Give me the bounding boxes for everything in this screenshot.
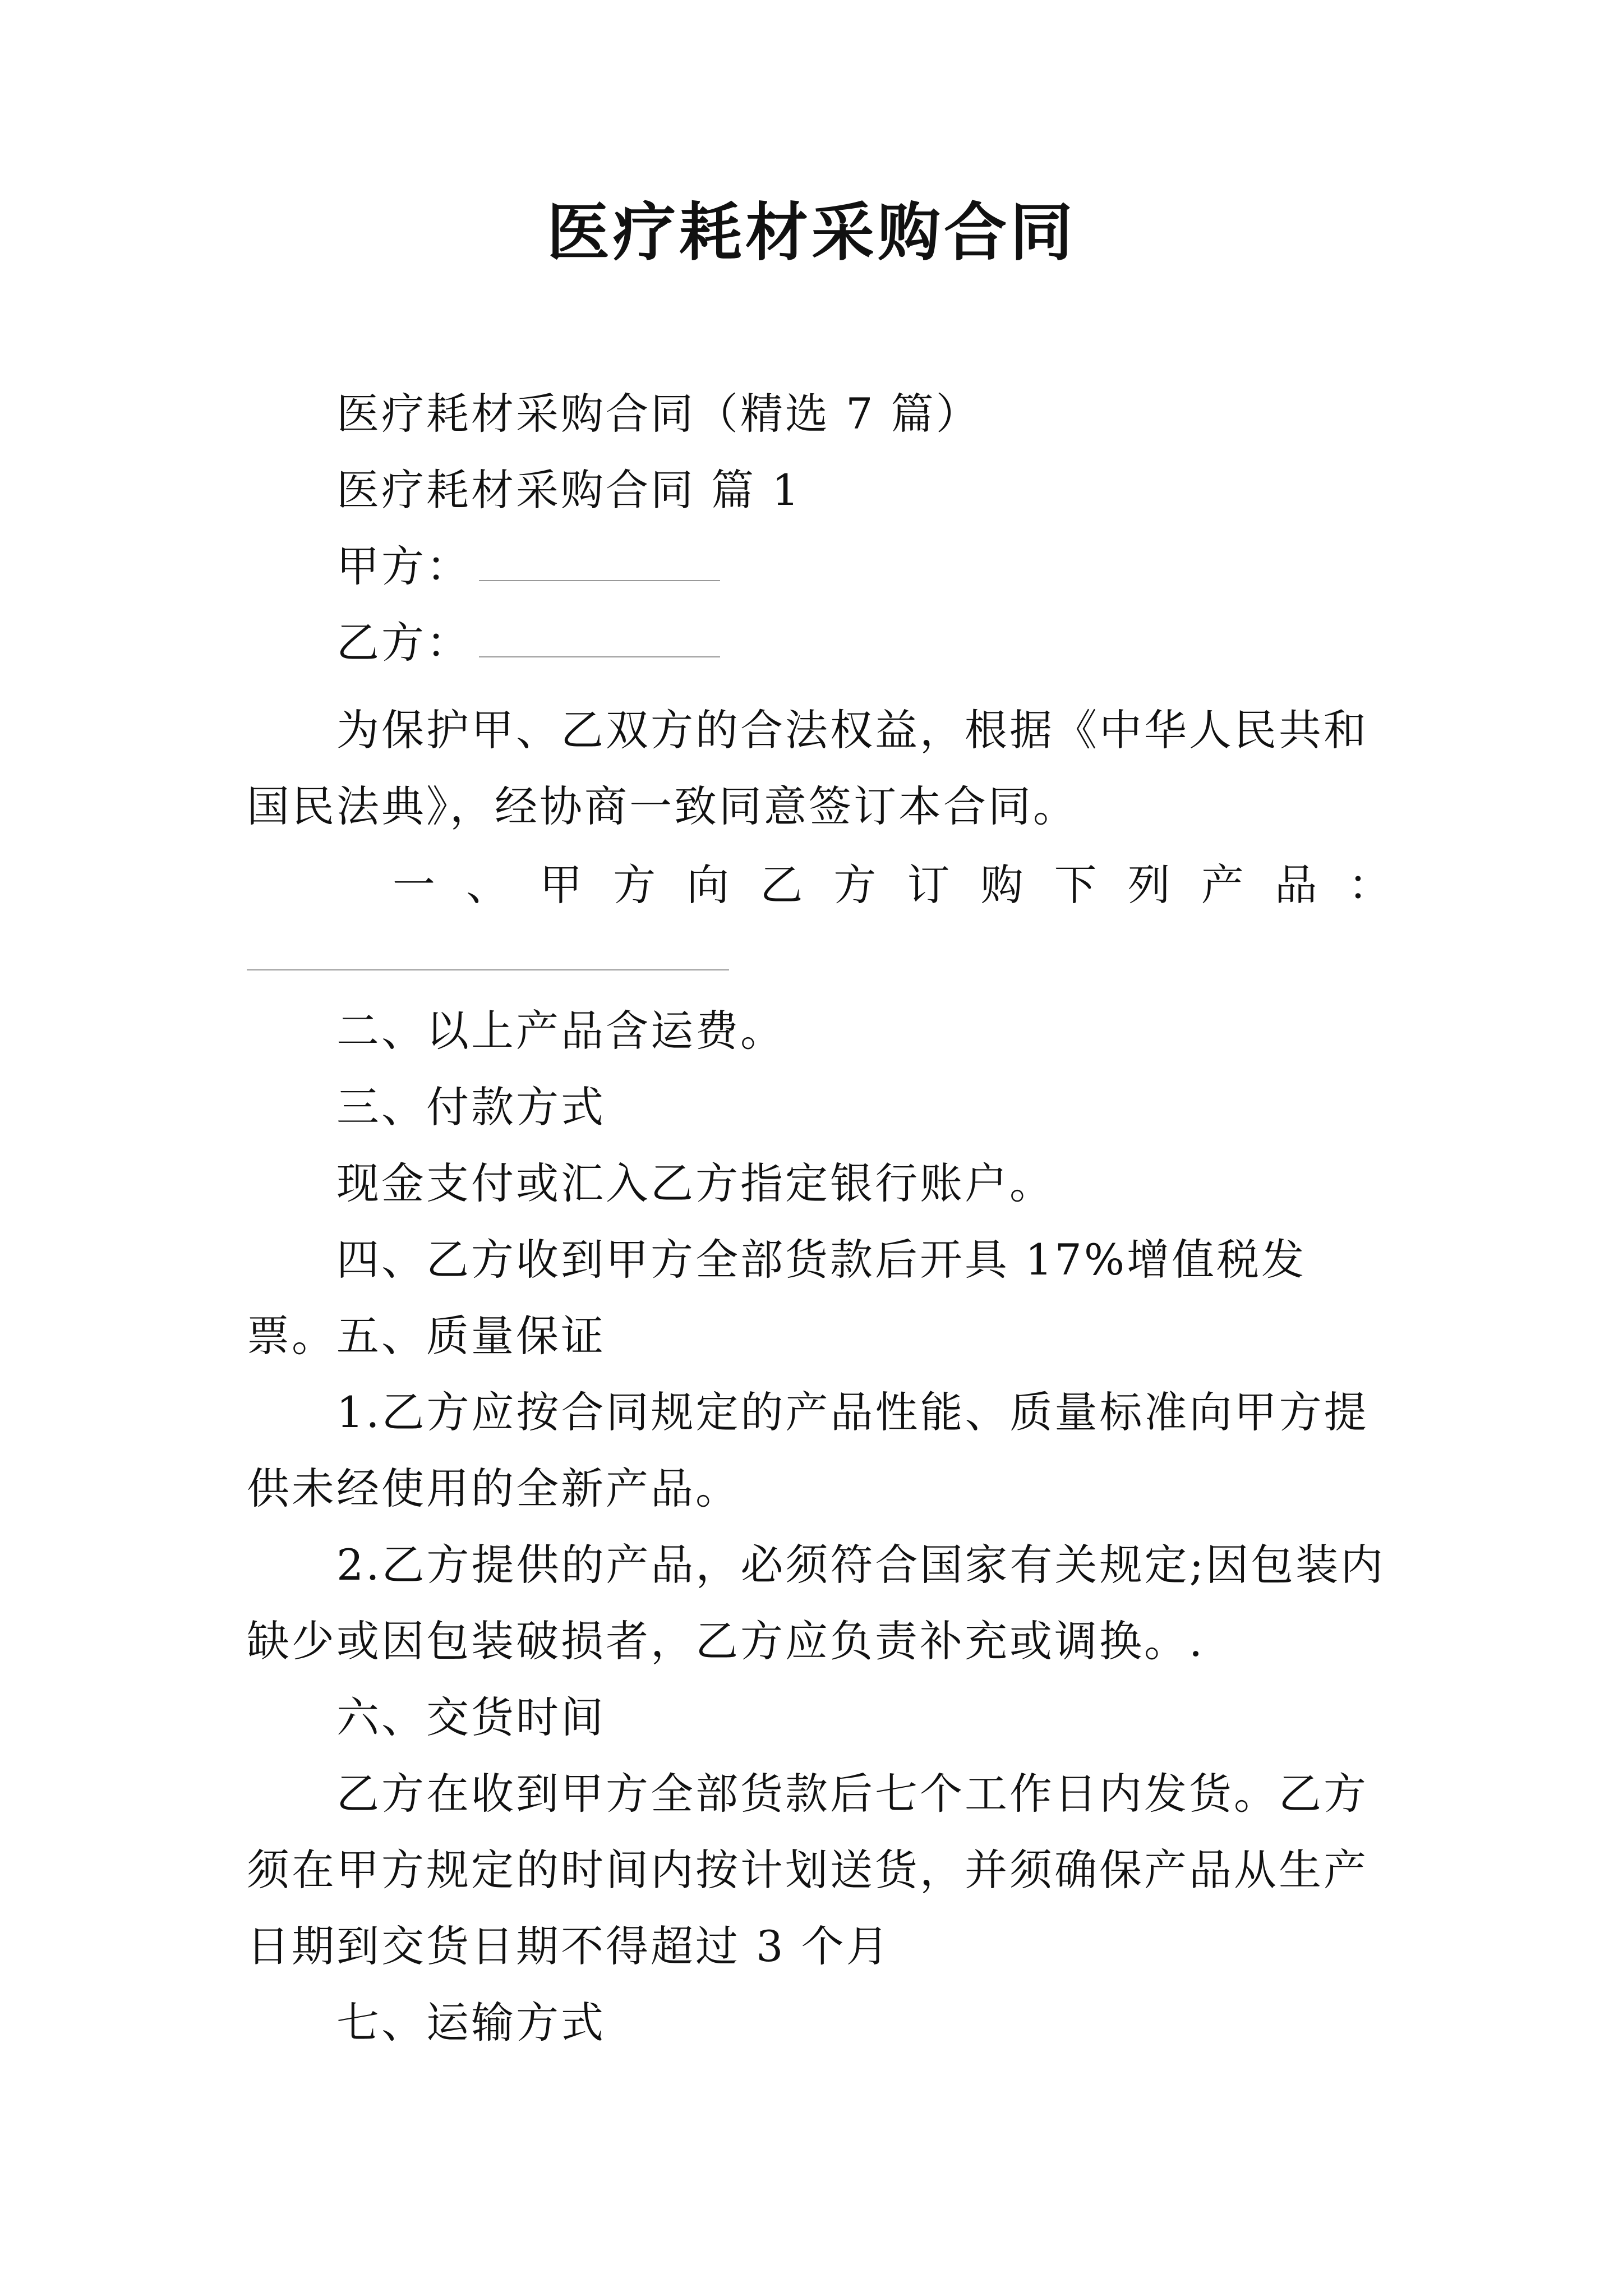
document-title: 医疗耗材采购合同 (547, 196, 1076, 269)
clause-5-item-2: 2.乙方提供的产品，必须符合国家有关规定;因包装内缺少或因包装破损者，乙方应负责补充或调换。. (247, 1540, 1386, 1666)
party-b-label: 乙方： (336, 618, 471, 668)
clause-1-char: 方 (833, 860, 877, 910)
section-heading: 医疗耗材采购合同 篇 1 (336, 465, 801, 515)
clause-1-char: 订 (907, 860, 950, 910)
clause-3-heading: 三、付款方式 (336, 1082, 606, 1132)
clause-6-heading: 六、交货时间 (336, 1692, 606, 1742)
clause-1-char: ： (1348, 860, 1391, 910)
clause-1-char: 甲 (540, 860, 583, 910)
clause-6-body: 乙方在收到甲方全部货款后七个工作日内发货。乙方须在甲方规定的时间内按计划送货，并须确保产品从生产日期到交货日期不得超过 3 个月 (247, 1769, 1368, 1971)
clause-1-char: 产 (1201, 860, 1244, 910)
clause-1-char: 乙 (760, 860, 803, 910)
party-b-line (247, 605, 1391, 681)
clause-1-char: 向 (686, 860, 730, 910)
clause-5-heading: 五、质量保证 (336, 1311, 606, 1361)
party-b-blank (479, 620, 720, 657)
party-a-label: 甲方： (336, 541, 471, 591)
clause-1-char: 购 (980, 860, 1023, 910)
clause-1-char: 列 (1127, 860, 1170, 910)
product-list-blank (247, 969, 729, 970)
clause-2: 二、以上产品含运费。 (336, 1006, 785, 1056)
clause-1-char: 一 (393, 860, 435, 910)
clause-1-char: 、 (466, 860, 509, 910)
clause-1-char: 下 (1054, 860, 1097, 910)
clause-1-char: 品 (1274, 860, 1317, 910)
clause-3-body: 现金支付或汇入乙方指定银行账户。 (336, 1158, 1054, 1208)
party-a-line (247, 528, 1391, 605)
clause-5-item-1: 1.乙方应按合同规定的产品性能、质量标准向甲方提供未经使用的全新产品。 (247, 1387, 1369, 1513)
clause-4: 四、乙方收到甲方全部货款后开具 17%增值税发票。 (247, 1235, 1307, 1361)
document-subtitle: 医疗耗材采购合同（精选 7 篇） (336, 389, 981, 439)
intro-paragraph: 为保护甲、乙双方的合法权益，根据《中华人民共和国民法典》，经协商一致同意签订本合同。 (247, 705, 1368, 831)
party-a-blank (479, 544, 720, 581)
clause-7-heading: 七、运输方式 (336, 1998, 606, 2047)
clause-1-char: 方 (613, 860, 656, 910)
clause-1-line (247, 847, 1391, 923)
